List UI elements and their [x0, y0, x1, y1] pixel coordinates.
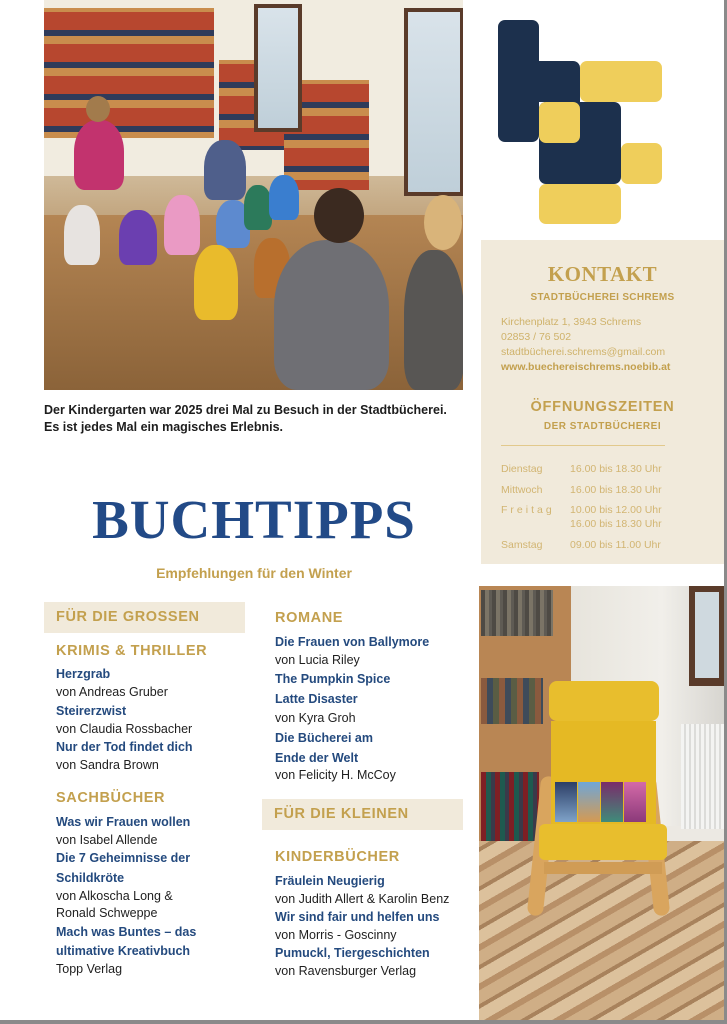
- kindergarten-photo: [44, 0, 463, 390]
- photo-head: [86, 96, 110, 122]
- category-sachbuecher: SACHBÜCHER: [56, 790, 166, 806]
- book-author: von Morris - Goscinny: [275, 928, 397, 942]
- divider: [501, 445, 665, 446]
- caption-line-2: Es ist jedes Mal ein magisches Erlebnis.: [44, 420, 283, 434]
- photo-books: [481, 772, 539, 852]
- opening-time: 16.00 bis 18.30 Uhr: [570, 463, 662, 475]
- library-logo-icon: [498, 20, 663, 225]
- photo-person: [274, 240, 389, 390]
- book-title: The Pumpkin Spice: [275, 672, 391, 686]
- photo-person: [269, 175, 299, 220]
- photo-person: [404, 250, 463, 390]
- photo-radiator: [681, 724, 724, 829]
- photo-person: [64, 205, 100, 265]
- photo-person: [194, 245, 238, 320]
- logo-block-yellow: [539, 184, 621, 224]
- photo-person: [119, 210, 157, 265]
- photo-caption: [44, 402, 474, 436]
- book-author: von Claudia Rossbacher: [56, 722, 193, 736]
- photo-person: [244, 185, 272, 230]
- book-title: Steirerzwist: [56, 704, 127, 718]
- contact-email[interactable]: stadtbücherei.schrems@gmail.com: [501, 346, 666, 358]
- book-title: Herzgrab: [56, 667, 111, 681]
- opening-day: Dienstag: [501, 463, 543, 475]
- photo-person: [204, 140, 246, 200]
- photo-head: [314, 188, 364, 243]
- book-title: Latte Disaster: [275, 692, 358, 706]
- photo-books: [481, 678, 543, 724]
- category-krimis: KRIMIS & THRILLER: [56, 643, 208, 659]
- logo-block-yellow: [539, 102, 580, 143]
- book-cover: [624, 782, 646, 822]
- book-author: von Ravensburger Verlag: [275, 964, 417, 978]
- reading-chair-photo: [479, 586, 724, 1020]
- book-title: Pumuckl, Tiergeschichten: [275, 946, 430, 960]
- chair-seat: [539, 824, 667, 860]
- book-title: Mach was Buntes – das: [56, 925, 197, 939]
- logo-block-yellow: [580, 61, 662, 102]
- book-author: von Kyra Groh: [275, 711, 356, 725]
- contact-address: Kirchenplatz 1, 3943 Schrems: [501, 316, 642, 328]
- book-title: Wir sind fair und helfen uns: [275, 910, 440, 924]
- book-title: Schildkröte: [56, 871, 125, 885]
- book-author: von Alkoscha Long &: [56, 889, 173, 903]
- category-romane: ROMANE: [275, 610, 344, 626]
- book-author: von Isabel Allende: [56, 833, 158, 847]
- contact-website-link[interactable]: www.buechereischrems.noebib.at: [501, 361, 671, 373]
- opening-time: 16.00 bis 18.30 Uhr: [570, 518, 662, 530]
- contact-panel: [481, 240, 724, 564]
- page-border: [0, 1020, 727, 1024]
- page-title: BUCHTIPPS: [92, 489, 416, 550]
- book-cover: [601, 782, 623, 822]
- opening-day: Mittwoch: [501, 484, 543, 496]
- photo-person: [74, 120, 124, 190]
- book-author: von Felicity H. McCoy: [275, 768, 396, 782]
- book-title: Die Frauen von Ballymore: [275, 635, 430, 649]
- caption-line-1: Der Kindergarten war 2025 drei Mal zu Besuch in der Stadtbücherei.: [44, 403, 447, 417]
- book-author: von Andreas Gruber: [56, 685, 168, 699]
- photo-bookshelf: [44, 8, 214, 138]
- photo-window: [404, 8, 463, 196]
- photo-person: [164, 195, 200, 255]
- book-author: von Lucia Riley: [275, 653, 360, 667]
- contact-title: KONTAKT: [547, 262, 658, 286]
- book-cover: [578, 782, 600, 822]
- book-author: von Judith Allert & Karolin Benz: [275, 892, 450, 906]
- opening-day: Samstag: [501, 539, 543, 551]
- book-author: Topp Verlag: [56, 962, 123, 976]
- chair-base: [544, 862, 662, 874]
- book-author: Ronald Schweppe: [56, 906, 158, 920]
- photo-window: [254, 4, 302, 132]
- photo-window: [689, 586, 724, 686]
- book-title: Ende der Welt: [275, 751, 359, 765]
- book-title: Was wir Frauen wollen: [56, 815, 191, 829]
- book-author: von Sandra Brown: [56, 758, 159, 772]
- opening-hours-subtitle: DER STADTBÜCHEREI: [543, 421, 662, 432]
- contact-subtitle: STADTBÜCHEREI SCHREMS: [530, 292, 675, 303]
- page-subtitle: Empfehlungen für den Winter: [156, 565, 352, 581]
- category-kinderbuecher: KINDERBÜCHER: [275, 849, 400, 865]
- book-cover: [555, 782, 577, 822]
- opening-time: 16.00 bis 18.30 Uhr: [570, 484, 662, 496]
- book-title: Fräulein Neugierig: [275, 874, 385, 888]
- opening-day: Freitag: [501, 504, 555, 516]
- section-band-grossen: FÜR DIE GROSSEN: [44, 602, 245, 633]
- book-title: Nur der Tod findet dich: [56, 740, 193, 754]
- book-title: ultimative Kreativbuch: [56, 944, 191, 958]
- book-title: Die 7 Geheimnisse der: [56, 851, 191, 865]
- section-band-kleinen: FÜR DIE KLEINEN: [262, 799, 463, 830]
- contact-phone[interactable]: 02853 / 76 502: [501, 331, 572, 343]
- book-title: Die Bücherei am: [275, 731, 373, 745]
- logo-block-yellow: [621, 143, 662, 184]
- opening-time: 09.00 bis 11.00 Uhr: [570, 539, 661, 551]
- opening-time: 10.00 bis 12.00 Uhr: [570, 504, 662, 516]
- opening-hours-title: ÖFFNUNGSZEITEN: [530, 399, 675, 415]
- photo-floor: [44, 215, 463, 391]
- logo-block-navy: [498, 61, 580, 102]
- photo-head: [424, 195, 462, 250]
- photo-books: [481, 590, 553, 636]
- chair-headrest: [549, 681, 659, 721]
